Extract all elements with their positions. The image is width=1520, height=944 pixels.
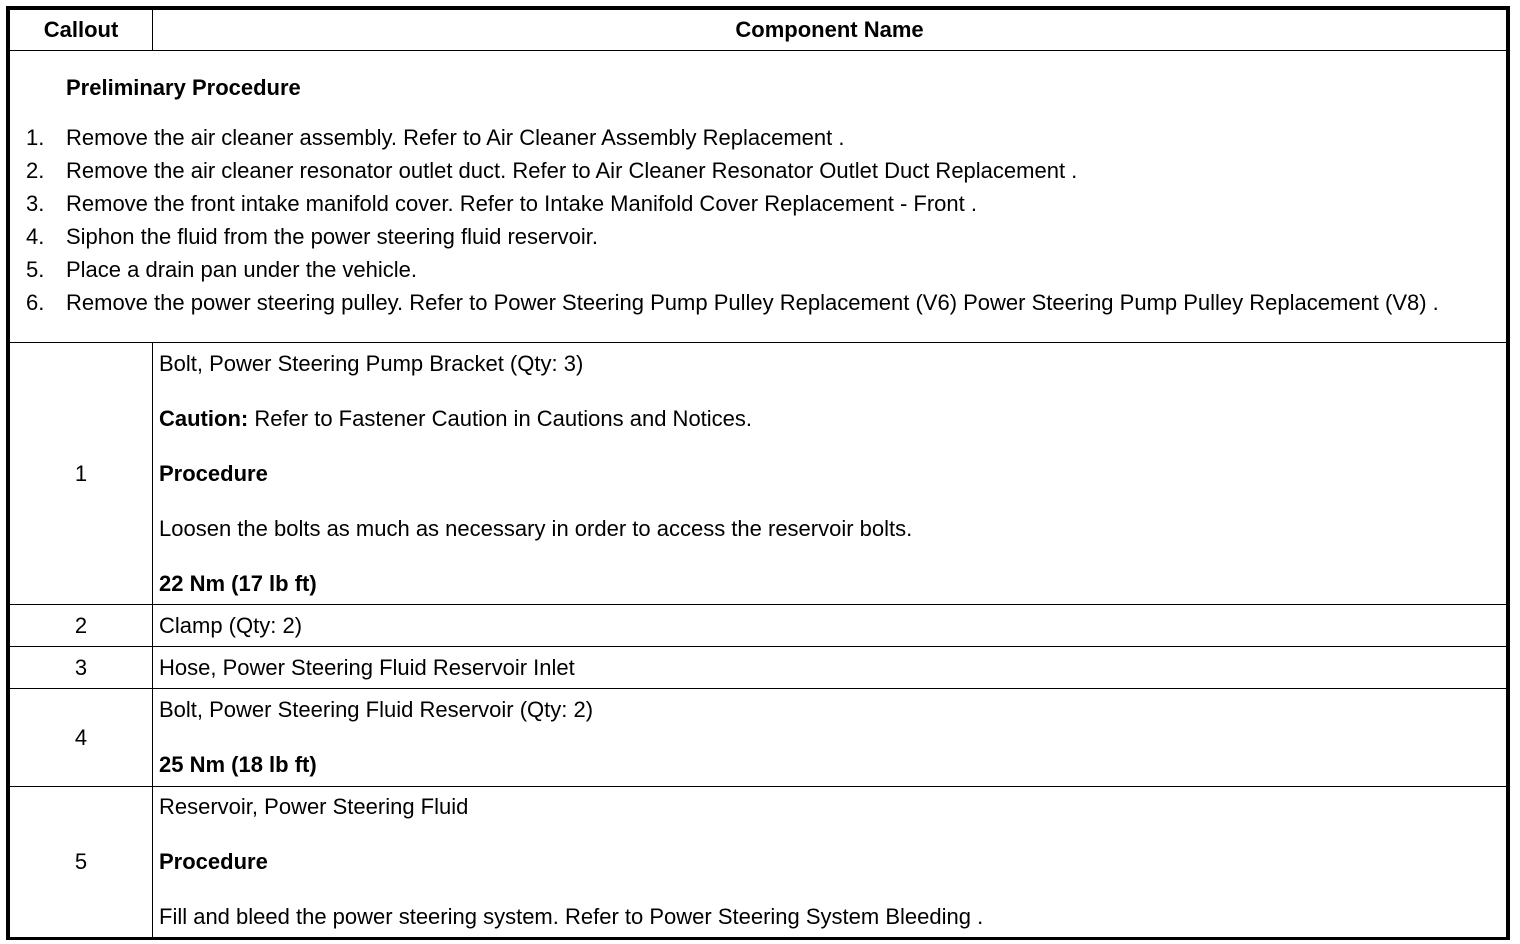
step-number: 5. xyxy=(26,256,45,282)
callout-number: 3 xyxy=(10,647,153,689)
step-text: Remove the air cleaner assembly. Refer to Air Cleaner Assembly Replacement . xyxy=(66,124,845,150)
step-number: 1. xyxy=(26,124,45,150)
component-cell xyxy=(153,343,1507,605)
preliminary-title: Preliminary Procedure xyxy=(66,74,301,100)
step-number: 6. xyxy=(26,289,45,315)
caution-text: Refer to Fastener Caution in Cautions and Notices. xyxy=(248,405,753,431)
component-cell xyxy=(153,689,1507,787)
component-name: Reservoir, Power Steering Fluid xyxy=(159,794,469,819)
step-number: 4. xyxy=(26,223,45,249)
header-row xyxy=(10,10,1507,51)
list-item xyxy=(26,222,1496,251)
step-text: Place a drain pan under the vehicle. xyxy=(66,256,418,282)
callout-number: 5 xyxy=(10,787,153,938)
procedure-label: Procedure xyxy=(159,849,268,874)
table-row xyxy=(10,689,1507,787)
list-item xyxy=(26,288,1496,317)
component-table xyxy=(9,9,1507,938)
callout-number: 4 xyxy=(10,689,153,787)
component-name: Bolt, Power Steering Pump Bracket (Qty: 3) xyxy=(159,350,584,376)
procedure-text: Fill and bleed the power steering system. Refer to Power Steering System Bleeding . xyxy=(159,904,984,929)
torque-spec: 22 Nm (17 lb ft) xyxy=(159,570,317,596)
component-cell xyxy=(153,787,1507,938)
caution-note xyxy=(159,405,1500,433)
table-row xyxy=(10,343,1507,605)
procedure-text: Loosen the bolts as much as necessary in order to access the reservoir bolts. xyxy=(159,515,913,541)
table-row xyxy=(10,647,1507,689)
component-name: Clamp (Qty: 2) xyxy=(159,612,303,638)
component-name: Hose, Power Steering Fluid Reservoir Inlet xyxy=(159,654,575,680)
step-text: Remove the front intake manifold cover. Refer to Intake Manifold Cover Replacement - Front . xyxy=(66,190,977,216)
caution-label: Caution: xyxy=(159,405,249,431)
table-row xyxy=(10,605,1507,647)
step-text: Remove the power steering pulley. Refer to Power Steering Pump Pulley Replacement (V6) Power Steering Pump Pulley Replacement (V8) . xyxy=(66,289,1439,315)
component-cell xyxy=(153,605,1507,647)
component-table-frame xyxy=(6,6,1510,940)
list-item xyxy=(26,123,1496,152)
step-text: Siphon the fluid from the power steering fluid reservoir. xyxy=(66,223,598,249)
list-item xyxy=(26,255,1496,284)
header-component-name: Component Name xyxy=(153,10,1507,51)
component-name: Bolt, Power Steering Fluid Reservoir (Qty: 2) xyxy=(159,697,594,722)
torque-spec: 25 Nm (18 lb ft) xyxy=(159,752,317,777)
callout-number: 2 xyxy=(10,605,153,647)
component-cell xyxy=(153,647,1507,689)
table-row xyxy=(10,787,1507,938)
preliminary-row xyxy=(10,51,1507,343)
header-callout: Callout xyxy=(10,10,153,51)
step-number: 2. xyxy=(26,157,45,183)
list-item xyxy=(26,156,1496,185)
preliminary-cell xyxy=(10,51,1507,343)
list-item xyxy=(26,189,1496,218)
callout-number: 1 xyxy=(10,343,153,605)
procedure-label: Procedure xyxy=(159,460,268,486)
step-number: 3. xyxy=(26,190,45,216)
preliminary-steps xyxy=(26,123,1496,317)
step-text: Remove the air cleaner resonator outlet duct. Refer to Air Cleaner Resonator Outlet Duct Replacement . xyxy=(66,157,1078,183)
